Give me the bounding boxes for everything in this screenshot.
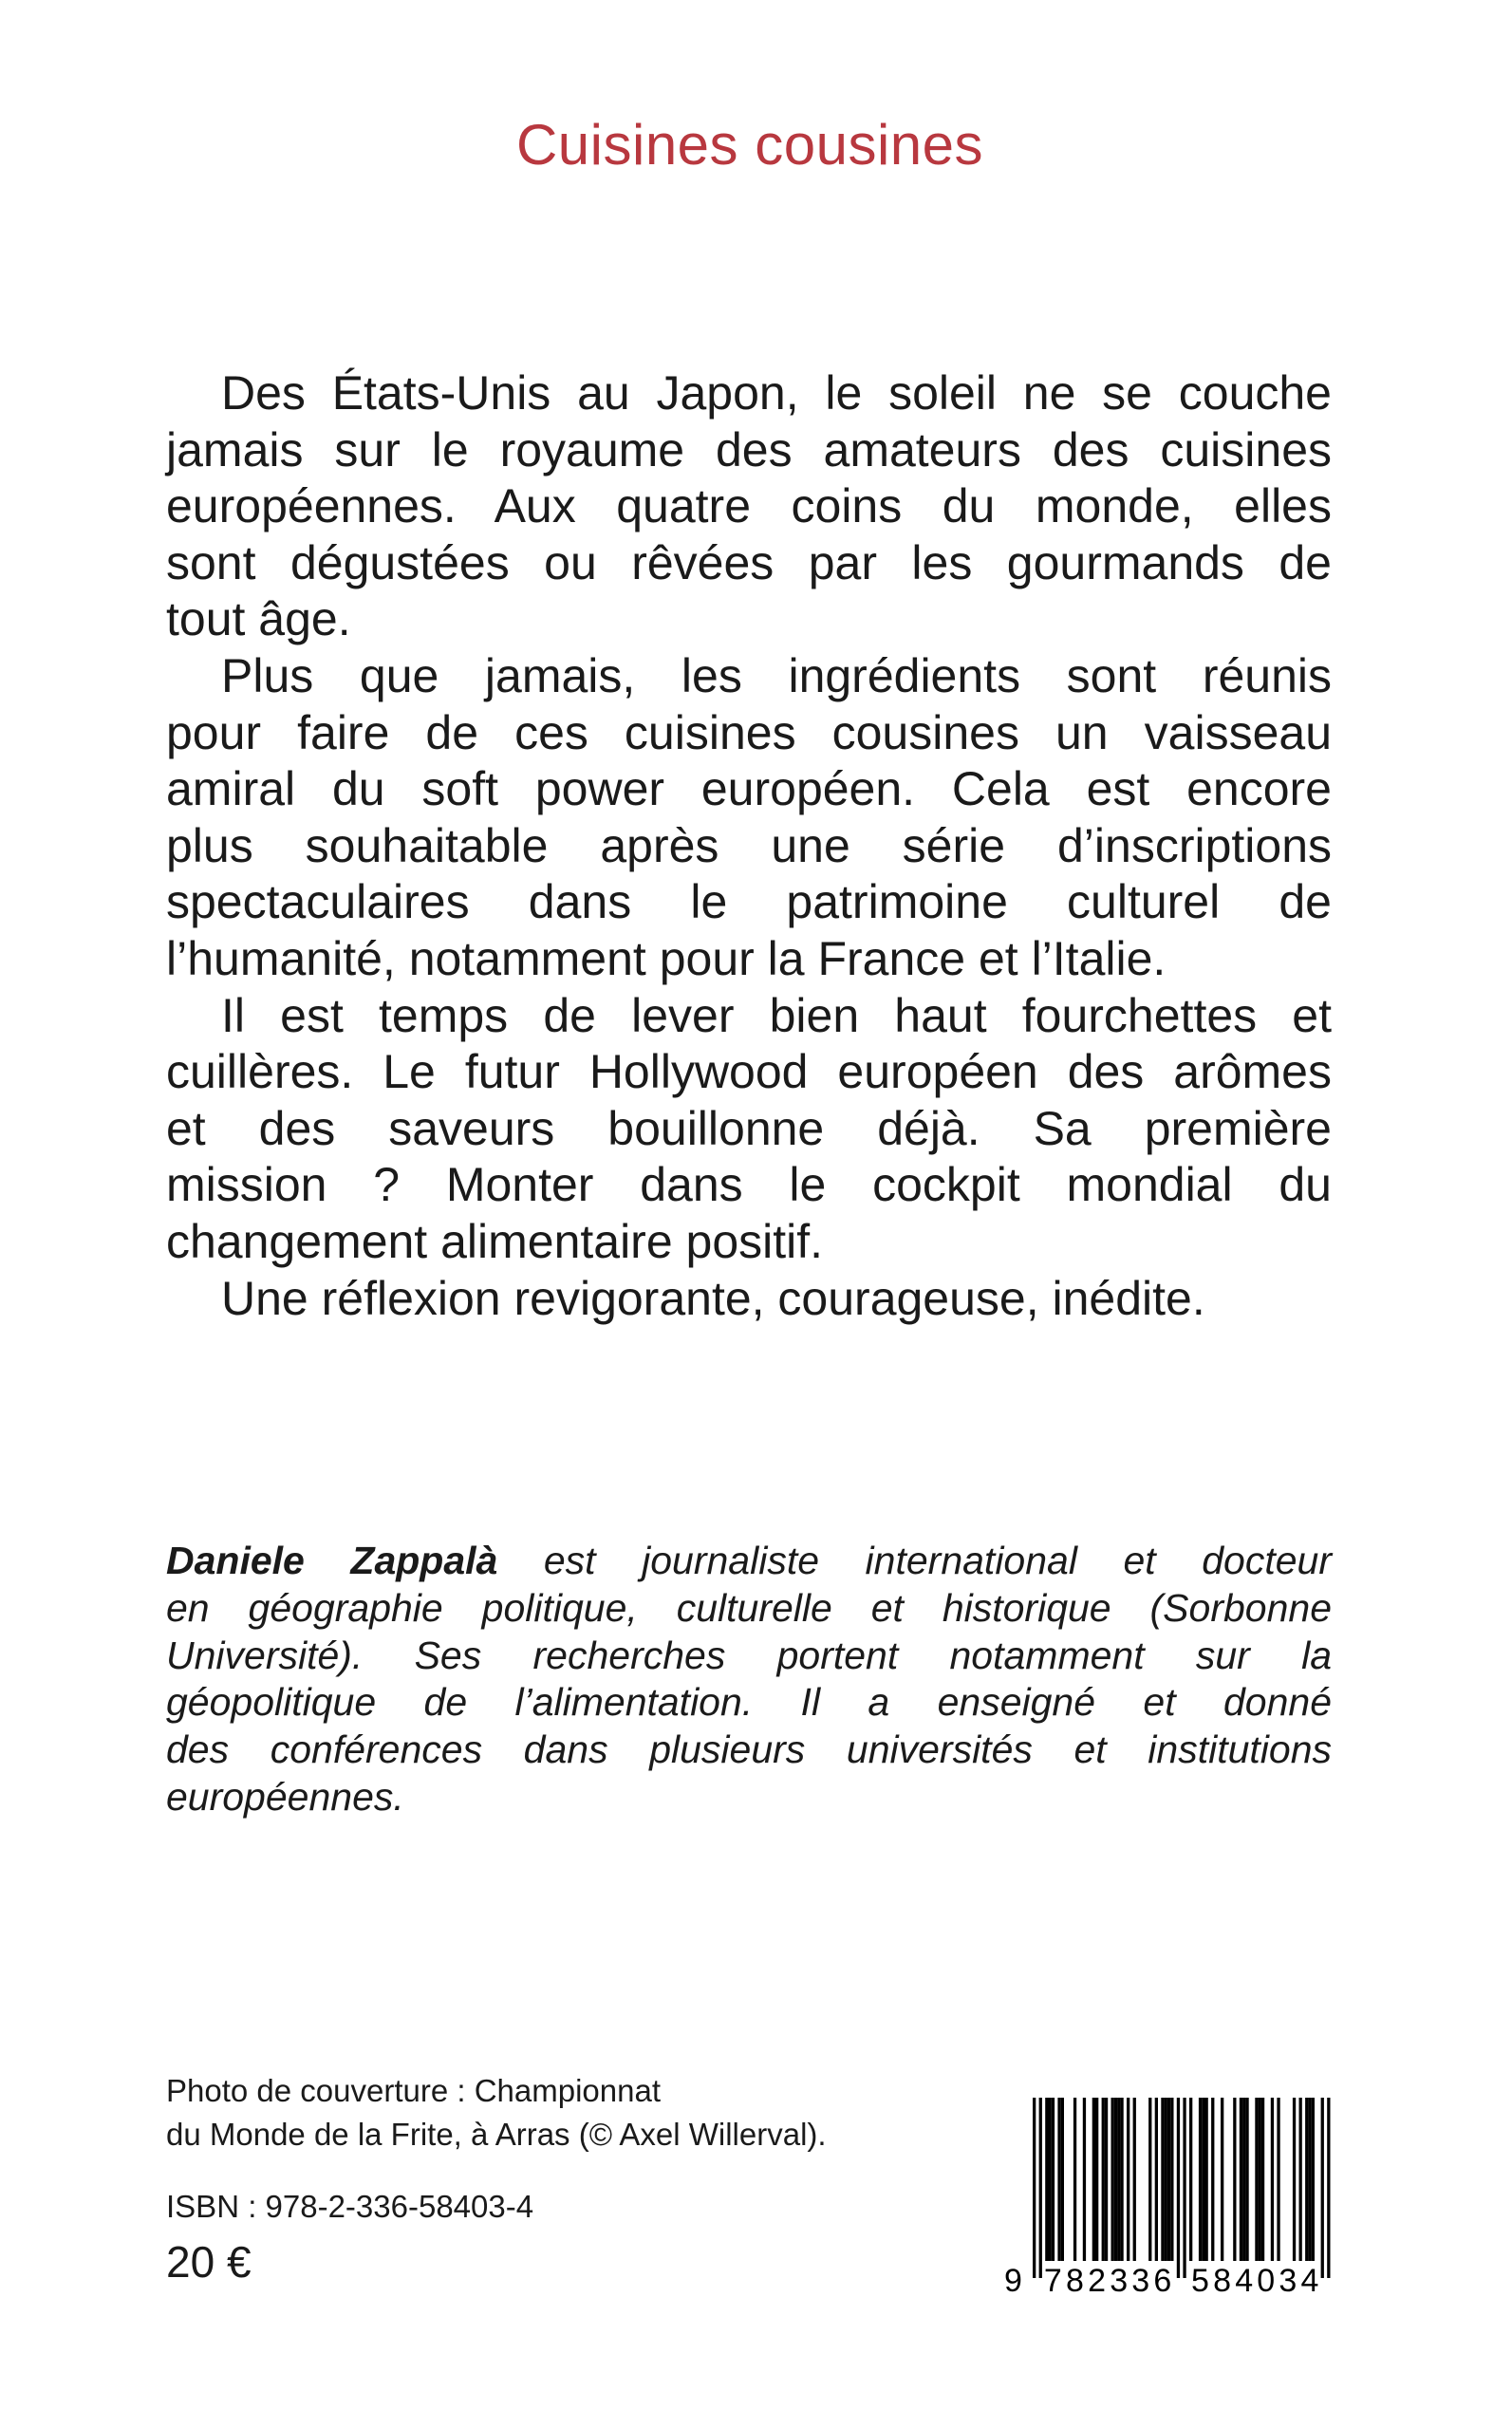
- blurb-line: Des États-Unis au Japon, le soleil ne se couche: [221, 366, 1332, 420]
- bio-line: des conférences dans plusieurs universités et institutions: [166, 1727, 1332, 1772]
- barcode-digit: 0: [1257, 2263, 1276, 2297]
- barcode-bar: [1092, 2098, 1095, 2261]
- barcode-bar: [1221, 2098, 1223, 2261]
- barcode-digit: 4: [1235, 2263, 1254, 2297]
- barcode-bar: [1165, 2098, 1167, 2261]
- barcode-digit: 7: [1043, 2263, 1062, 2297]
- blurb-line: et des saveurs bouillonne déjà. Sa première: [166, 1101, 1332, 1155]
- barcode-bar: [1117, 2098, 1120, 2261]
- barcode-digit: 9: [1004, 2263, 1022, 2297]
- author-bio: [166, 1538, 1332, 1821]
- barcode-bar: [1312, 2098, 1315, 2261]
- blurb-line: Il est temps de lever bien haut fourchettes et: [221, 988, 1332, 1042]
- bio-line: géopolitique de l’alimentation. Il a enseigné et donné: [166, 1680, 1332, 1725]
- barcode-bar: [1202, 2098, 1204, 2261]
- blurb-line: jamais sur le royaume des amateurs des cuisines: [166, 422, 1332, 476]
- barcode-bar: [1199, 2098, 1202, 2261]
- barcode-bar: [1083, 2098, 1086, 2261]
- blurb-line: cuillères. Le futur Hollywood européen des arômes: [166, 1045, 1332, 1099]
- barcode-bar: [1114, 2098, 1117, 2261]
- barcode-bar: [1321, 2098, 1324, 2278]
- barcode-bar: [1255, 2098, 1258, 2261]
- barcode-digit: 6: [1153, 2263, 1172, 2297]
- blurb-line: amiral du soft power européen. Cela est encore: [166, 762, 1332, 816]
- barcode-digit: 5: [1191, 2263, 1209, 2297]
- barcode-bar: [1120, 2098, 1123, 2261]
- bio-line: européennes.: [166, 1774, 404, 1819]
- photo-credits: [166, 2069, 827, 2157]
- barcode-bar: [1177, 2098, 1180, 2278]
- barcode-bar: [1057, 2098, 1060, 2261]
- barcode-bar: [1299, 2098, 1302, 2261]
- barcode-bar: [1167, 2098, 1170, 2261]
- barcode-bar: [1155, 2098, 1158, 2261]
- barcode-bar: [1061, 2098, 1064, 2261]
- credit-line: du Monde de la Frite, à Arras (© Axel Willerval).: [166, 2117, 827, 2152]
- barcode-bar: [1095, 2098, 1098, 2261]
- barcode-bar: [1233, 2098, 1236, 2261]
- blurb-line: Une réflexion revigorante, courageuse, inédite.: [221, 1271, 1205, 1325]
- barcode-bar: [1240, 2098, 1242, 2261]
- barcode-digit: 3: [1279, 2263, 1297, 2297]
- barcode-bar: [1242, 2098, 1245, 2261]
- blurb-line: pour faire de ces cuisines cousines un vaisseau: [166, 705, 1332, 759]
- blurb-line: Plus que jamais, les ingrédients sont réunis: [221, 648, 1332, 702]
- barcode-bar: [1102, 2098, 1105, 2261]
- book-title: Cuisines cousines: [515, 113, 984, 177]
- author-name: Daniele Zappalà: [166, 1539, 498, 1582]
- credit-line: Photo de couverture : Championnat: [166, 2073, 661, 2108]
- blurb-line: mission ? Monter dans le cockpit mondial du: [166, 1158, 1332, 1212]
- barcode-bar: [1105, 2098, 1108, 2261]
- barcode-bar: [1211, 2098, 1214, 2261]
- barcode-bar: [1261, 2098, 1264, 2261]
- bio-line: Université). Ses recherches portent notamment sur la: [166, 1633, 1332, 1677]
- barcode-bar: [1271, 2098, 1274, 2261]
- barcode-bar: [1245, 2098, 1248, 2261]
- barcode-bar: [1308, 2098, 1311, 2261]
- barcode-bar: [1259, 2098, 1261, 2261]
- barcode-bar: [1052, 2098, 1055, 2261]
- barcode-bar: [1170, 2098, 1173, 2261]
- blurb-line: européennes. Aux quatre coins du monde, elles: [166, 479, 1332, 533]
- barcode-bar: [1305, 2098, 1308, 2261]
- barcode-bar: [1073, 2098, 1076, 2261]
- bio-line: [166, 1538, 1332, 1585]
- blurb-line: tout âge.: [166, 592, 351, 646]
- blurb-line: changement alimentaire positif.: [166, 1214, 824, 1268]
- bio-text: est journaliste international et docteur: [497, 1539, 1332, 1582]
- barcode-bar: [1039, 2098, 1042, 2278]
- barcode-digit: 3: [1131, 2263, 1150, 2297]
- barcode-digit: 8: [1213, 2263, 1232, 2297]
- barcode-bar: [1049, 2098, 1052, 2261]
- isbn: ISBN : 978-2-336-58403-4: [166, 2189, 534, 2224]
- barcode-bar: [1277, 2098, 1279, 2261]
- barcode-bar: [1327, 2098, 1330, 2278]
- barcode-digit: 3: [1110, 2263, 1129, 2297]
- barcode-bar: [1183, 2098, 1185, 2278]
- barcode-bar: [1189, 2098, 1192, 2261]
- barcode-bar: [1111, 2098, 1114, 2261]
- bio-line: en géographie politique, culturelle et historique (Sorbonne: [166, 1585, 1332, 1630]
- barcode-digit: 2: [1088, 2263, 1107, 2297]
- barcode-bar: [1127, 2098, 1129, 2261]
- barcode-digit: 8: [1066, 2263, 1084, 2297]
- barcode: [997, 2088, 1338, 2297]
- barcode-bar: [1161, 2098, 1164, 2261]
- barcode-bar: [1133, 2098, 1136, 2261]
- barcode-bar: [1148, 2098, 1151, 2261]
- blurb-line: l’humanité, notamment pour la France et l’Italie.: [166, 931, 1167, 985]
- barcode-bar: [1033, 2098, 1036, 2278]
- blurb-line: spectaculaires dans le patrimoine culturel de: [166, 875, 1332, 929]
- blurb-line: sont dégustées ou rêvées par les gourmands de: [166, 535, 1332, 589]
- barcode-bar: [1045, 2098, 1048, 2261]
- price: 20 €: [166, 2237, 252, 2287]
- barcode-bar: [1293, 2098, 1296, 2261]
- blurb: [166, 365, 1332, 1327]
- blurb-line: plus souhaitable après une série d’inscriptions: [166, 818, 1332, 872]
- barcode-digit: 4: [1300, 2263, 1319, 2297]
- barcode-bar: [1205, 2098, 1208, 2261]
